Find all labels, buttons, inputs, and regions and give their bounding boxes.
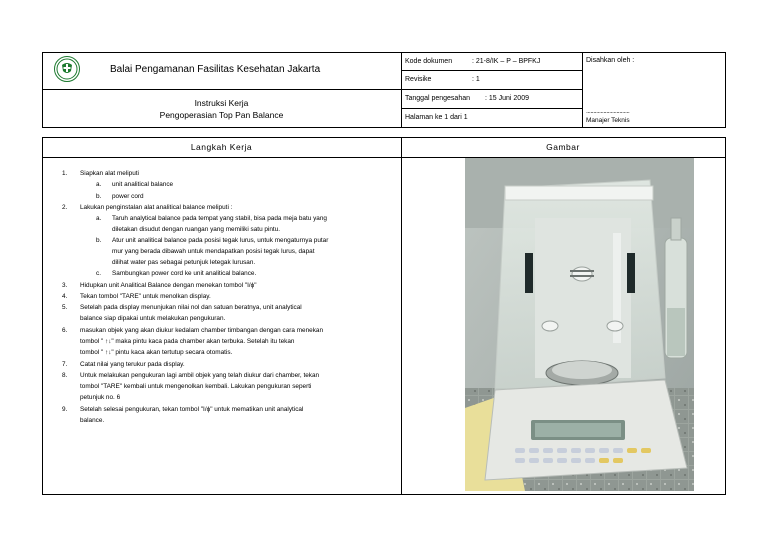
step-item: dilihat water pas sebagai petunjuk letegak lurusan. xyxy=(112,259,256,266)
step-item: c. Sambungkan power cord ke unit analitical balance. xyxy=(96,270,257,277)
technical-manager-label: Manajer Teknis xyxy=(586,117,630,124)
step-item: 9. Setelah selesai pengukuran, tekan tombol "I/ϕ" untuk mematikan unit analytical xyxy=(62,406,304,413)
step-item: tombol " ↑↓" maka pintu kaca pada chamber akan terbuka. Setelah itu tekan xyxy=(80,338,295,345)
step-item: a. unit analitical balance xyxy=(96,181,174,188)
document-code-label: Kode dokumen xyxy=(405,58,453,65)
page-number: Halaman ke 1 dari 1 xyxy=(405,114,468,121)
step-item: diletakan disudut dengan ruangan yang memiliki satu pintu. xyxy=(112,226,281,233)
step-item: 4. Tekan tombol "TARE" untuk menolkan display. xyxy=(62,293,211,300)
revision-value: : 1 xyxy=(472,76,480,83)
organization-name: Balai Pengamanan Fasilitas Kesehatan Jakarta xyxy=(110,64,321,75)
step-item: 2. Lakukan penginstalan alat analitical balance meliputi : xyxy=(62,204,233,211)
image-column-header: Gambar xyxy=(546,142,580,152)
organization-logo xyxy=(54,56,80,82)
steps-column-header: Langkah Kerja xyxy=(190,142,253,152)
step-item: 8. Untuk melakukan pengukuran lagi ambil objek yang telah diukur dari chamber, tekan xyxy=(62,372,320,379)
instruction-title: Instruksi Kerja xyxy=(194,98,249,108)
step-item: a. Taruh analytical balance pada tempat yang stabil, bisa pada meja batu yang xyxy=(96,215,327,222)
step-item: b. power cord xyxy=(96,193,144,200)
step-item: b. Atur unit analitical balance pada posisi tegak lurus, untuk mengaturnya putar xyxy=(96,237,329,244)
step-item: balance siap dipakai untuk melakukan pengukuran. xyxy=(80,315,226,322)
step-item: 3. Hidupkan unit Analitical Balance dengan menekan tombol "I/ϕ" xyxy=(62,282,257,289)
document-code-value: : 21-8/IK – P – BPFKJ xyxy=(472,58,541,65)
step-item: petunjuk no. 6 xyxy=(80,394,121,401)
document-subject: Pengoperasian Top Pan Balance xyxy=(159,110,284,120)
revision-label: Revisike xyxy=(405,76,432,83)
step-item: tombol "TARE" kembali untuk mengenolkan kembali. Lakukan pengukuran seperti xyxy=(80,383,312,390)
step-item: balance. xyxy=(80,417,105,424)
analytical-balance-photo xyxy=(465,158,694,491)
step-item: 1. Siapkan alat meliputi xyxy=(62,170,139,177)
step-item: 5. Setelah pada display menunjukan nilai nol dan satuan beratnya, unit analytical xyxy=(62,304,302,311)
approval-date-value: : 15 Juni 2009 xyxy=(485,95,529,102)
signature-line: .............................. xyxy=(586,108,630,115)
step-item: 6. masukan objek yang akan diukur kedalam chamber timbangan dengan cara menekan xyxy=(62,327,323,334)
approved-by-label: Disahkan oleh : xyxy=(586,57,635,64)
approval-date-label: Tanggal pengesahan xyxy=(405,95,471,102)
step-item: 7. Catat nilai yang terukur pada display. xyxy=(62,361,185,368)
step-item: mur yang berada dibawah untuk mendapatkan posisi tegak lurus, dapat xyxy=(112,248,315,255)
step-item: tombol " ↑↓" pintu kaca akan tertutup secara otomatis. xyxy=(80,349,233,356)
